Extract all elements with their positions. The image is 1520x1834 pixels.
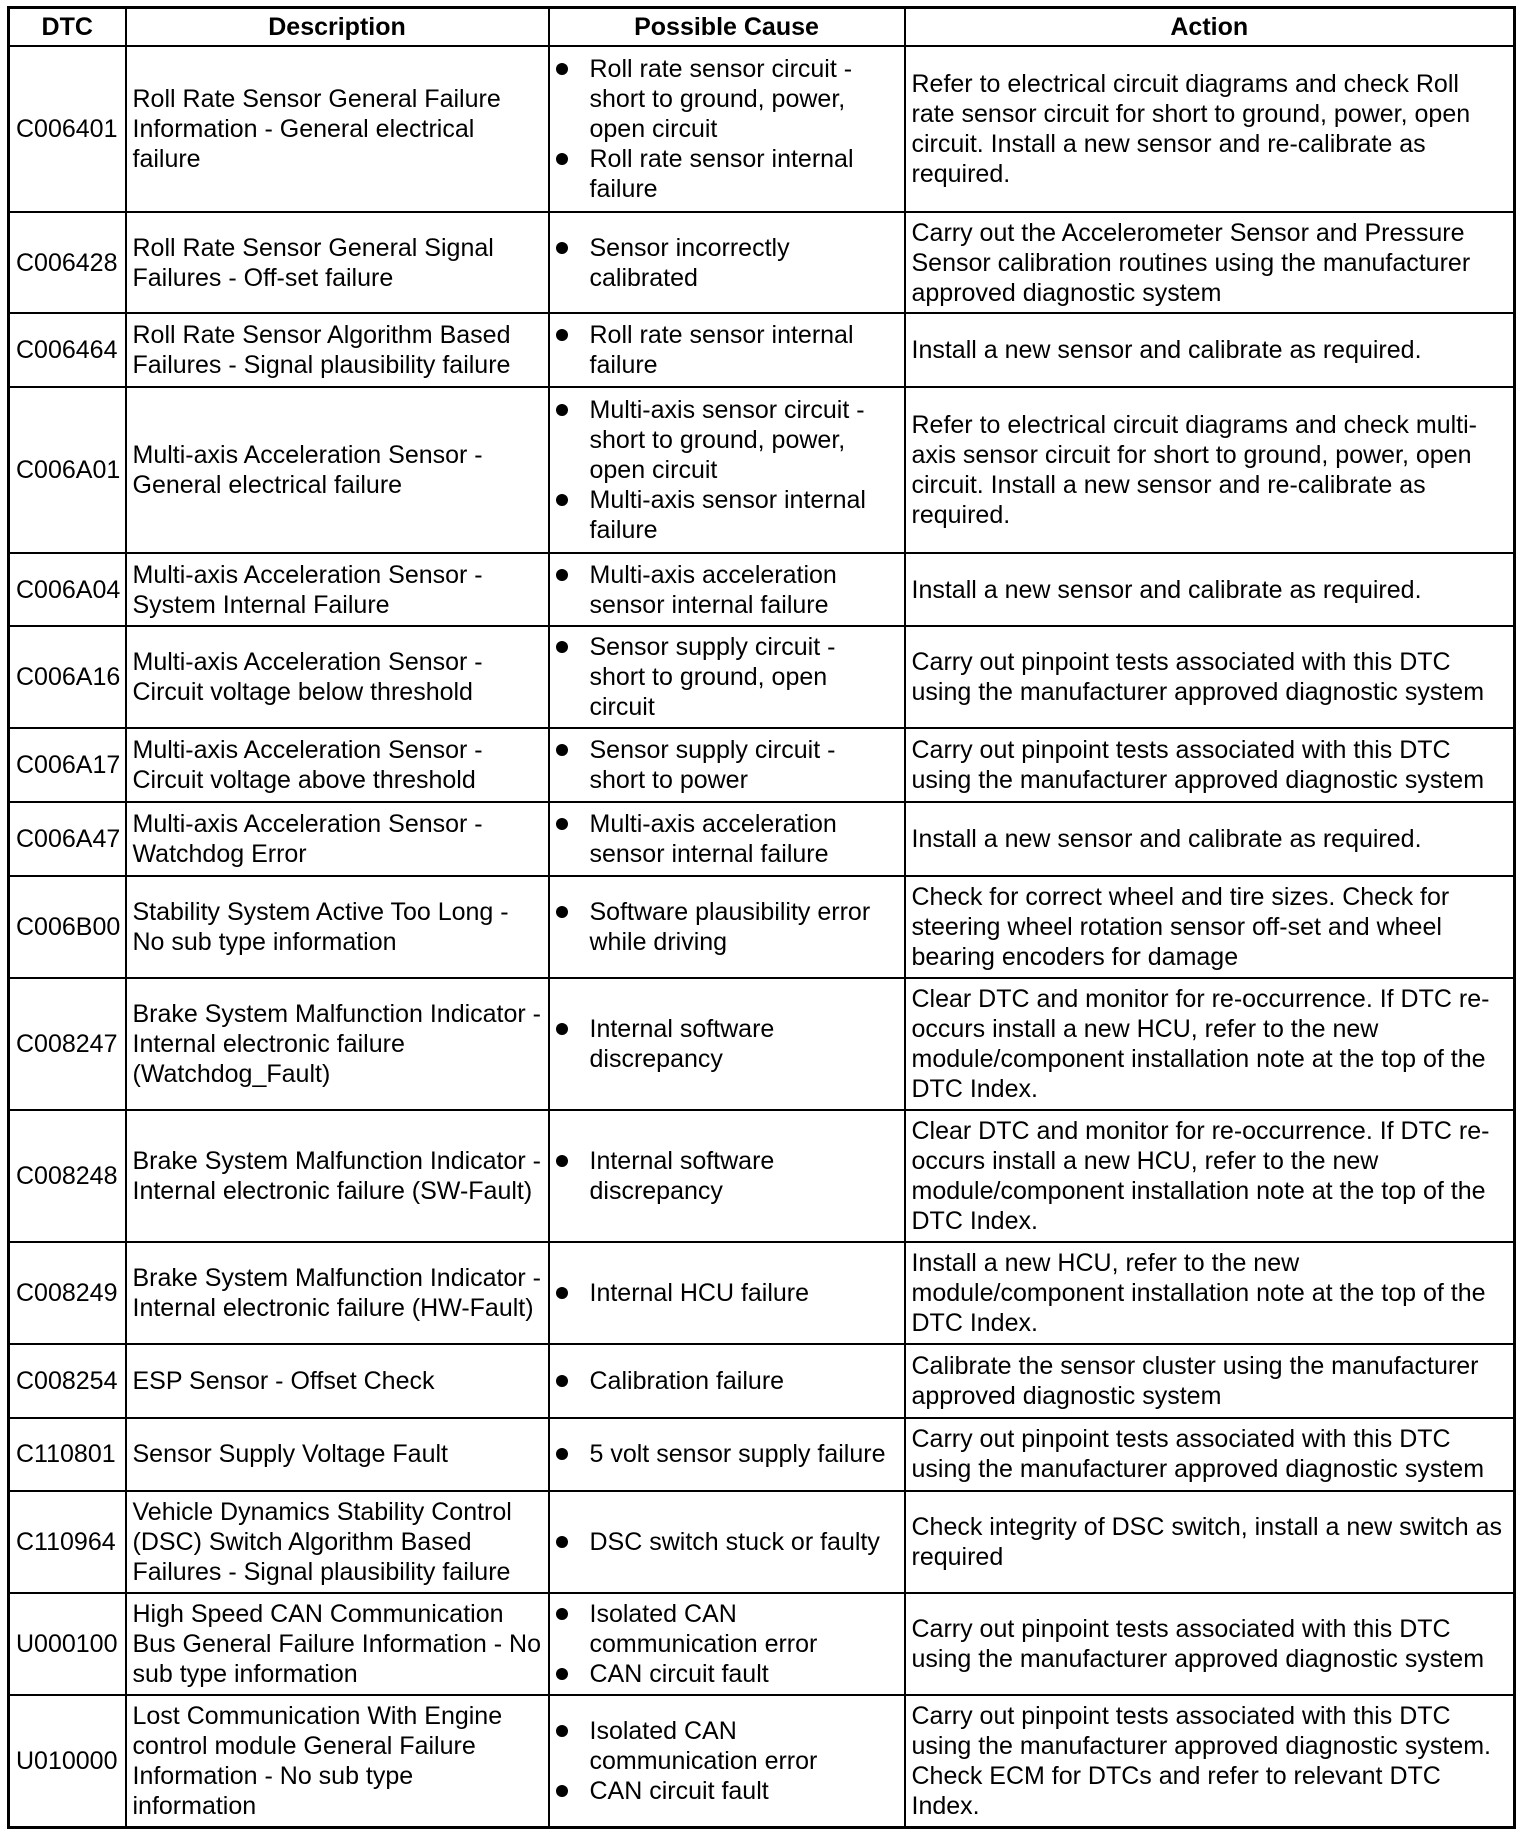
cause-list bbox=[556, 632, 898, 722]
dtc-code: C110964 bbox=[9, 1491, 126, 1593]
possible-cause-cell bbox=[549, 1593, 905, 1695]
possible-cause-cell bbox=[549, 387, 905, 553]
dtc-action: Carry out pinpoint tests associated with this DTC using the manufacturer approved diagnostic system bbox=[905, 728, 1515, 802]
cause-text: Sensor supply circuit - short to ground, open circuit bbox=[589, 633, 836, 722]
table-body bbox=[9, 46, 1515, 1828]
dtc-action: Check integrity of DSC switch, install a new switch as required bbox=[905, 1491, 1515, 1593]
table-row bbox=[9, 1344, 1515, 1418]
possible-cause-cell bbox=[549, 46, 905, 212]
possible-cause-cell bbox=[549, 1695, 905, 1827]
dtc-code: C006428 bbox=[9, 212, 126, 314]
bullet-icon bbox=[556, 818, 568, 830]
dtc-action: Carry out pinpoint tests associated with this DTC using the manufacturer approved diagnostic system bbox=[905, 1593, 1515, 1695]
possible-cause-cell bbox=[549, 553, 905, 627]
table-row bbox=[9, 553, 1515, 627]
table-row bbox=[9, 876, 1515, 978]
dtc-code: C006A04 bbox=[9, 553, 126, 627]
possible-cause-cell bbox=[549, 1242, 905, 1344]
possible-cause-cell bbox=[549, 1491, 905, 1593]
bullet-icon bbox=[556, 906, 568, 918]
cause-item bbox=[556, 632, 898, 722]
dtc-description: Vehicle Dynamics Stability Control (DSC) Switch Algorithm Based Failures - Signal plausibility failure bbox=[126, 1491, 549, 1593]
dtc-description: Multi-axis Acceleration Sensor - Circuit voltage below threshold bbox=[126, 626, 549, 728]
cause-text: Multi-axis sensor circuit - short to ground, power, open circuit bbox=[589, 395, 865, 484]
possible-cause-cell bbox=[549, 1110, 905, 1242]
dtc-description: Brake System Malfunction Indicator - Internal electronic failure (SW-Fault) bbox=[126, 1110, 549, 1242]
cause-item bbox=[556, 1527, 898, 1557]
dtc-description: Stability System Active Too Long - No sub type information bbox=[126, 876, 549, 978]
cause-list bbox=[556, 54, 898, 204]
table-row bbox=[9, 802, 1515, 876]
dtc-description: Multi-axis Acceleration Sensor - System Internal Failure bbox=[126, 553, 549, 627]
dtc-description: Multi-axis Acceleration Sensor - General electrical failure bbox=[126, 387, 549, 553]
cause-text: CAN circuit fault bbox=[589, 1777, 769, 1806]
dtc-action: Carry out the Accelerometer Sensor and Pressure Sensor calibration routines using the manufacturer approved diagnostic system bbox=[905, 212, 1515, 314]
cause-list bbox=[556, 560, 898, 620]
bullet-icon bbox=[556, 641, 568, 653]
cause-item bbox=[556, 897, 898, 957]
bullet-icon bbox=[556, 153, 568, 165]
dtc-code: C006A16 bbox=[9, 626, 126, 728]
dtc-action: Carry out pinpoint tests associated with this DTC using the manufacturer approved diagnostic system bbox=[905, 1418, 1515, 1492]
possible-cause-cell bbox=[549, 876, 905, 978]
cause-item bbox=[556, 1146, 898, 1206]
bullet-icon bbox=[556, 1536, 568, 1548]
cause-text: CAN circuit fault bbox=[589, 1660, 769, 1689]
dtc-action: Clear DTC and monitor for re-occurrence. If DTC re-occurs install a new HCU, refer to the new module/component installation note at the top of the DTC Index. bbox=[905, 978, 1515, 1110]
cause-text: Calibration failure bbox=[589, 1366, 785, 1395]
table-row bbox=[9, 212, 1515, 314]
cause-item bbox=[556, 395, 898, 485]
cause-list bbox=[556, 809, 898, 869]
bullet-icon bbox=[556, 329, 568, 341]
dtc-code: C008248 bbox=[9, 1110, 126, 1242]
cause-text: Multi-axis acceleration sensor internal failure bbox=[589, 809, 837, 868]
cause-item bbox=[556, 1599, 898, 1659]
dtc-description: Multi-axis Acceleration Sensor - Watchdog Error bbox=[126, 802, 549, 876]
cause-text: Roll rate sensor internal failure bbox=[589, 144, 854, 203]
cause-item bbox=[556, 735, 898, 795]
header-possible-cause: Possible Cause bbox=[549, 8, 905, 47]
bullet-icon bbox=[556, 63, 568, 75]
table-header-row bbox=[9, 8, 1515, 47]
cause-text: Multi-axis sensor internal failure bbox=[589, 485, 866, 544]
cause-text: Roll rate sensor internal failure bbox=[589, 321, 854, 380]
dtc-code: C006464 bbox=[9, 313, 126, 387]
cause-list bbox=[556, 233, 898, 293]
cause-list bbox=[556, 1716, 898, 1806]
header-action: Action bbox=[905, 8, 1515, 47]
dtc-description: ESP Sensor - Offset Check bbox=[126, 1344, 549, 1418]
dtc-action: Calibrate the sensor cluster using the manufacturer approved diagnostic system bbox=[905, 1344, 1515, 1418]
cause-text: DSC switch stuck or faulty bbox=[589, 1528, 880, 1557]
cause-item bbox=[556, 560, 898, 620]
cause-item bbox=[556, 54, 898, 144]
table-row bbox=[9, 1110, 1515, 1242]
dtc-code: C006B00 bbox=[9, 876, 126, 978]
dtc-action: Carry out pinpoint tests associated with this DTC using the manufacturer approved diagnostic system. Check ECM for DTCs and refer to relevant DTC Index. bbox=[905, 1695, 1515, 1827]
possible-cause-cell bbox=[549, 212, 905, 314]
cause-item bbox=[556, 320, 898, 380]
bullet-icon bbox=[556, 1448, 568, 1460]
cause-item bbox=[556, 485, 898, 545]
cause-list bbox=[556, 897, 898, 957]
dtc-action: Install a new sensor and calibrate as required. bbox=[905, 802, 1515, 876]
dtc-code: C008247 bbox=[9, 978, 126, 1110]
bullet-icon bbox=[556, 1725, 568, 1737]
table-row bbox=[9, 978, 1515, 1110]
dtc-description: Brake System Malfunction Indicator - Internal electronic failure (HW-Fault) bbox=[126, 1242, 549, 1344]
table-row bbox=[9, 728, 1515, 802]
cause-item bbox=[556, 1366, 898, 1396]
dtc-code: U010000 bbox=[9, 1695, 126, 1827]
cause-text: Isolated CAN communication error bbox=[589, 1600, 818, 1659]
table-row bbox=[9, 313, 1515, 387]
dtc-action: Check for correct wheel and tire sizes. Check for steering wheel rotation sensor off-set and wheel bearing encoders for damage bbox=[905, 876, 1515, 978]
possible-cause-cell bbox=[549, 313, 905, 387]
table-row bbox=[9, 1242, 1515, 1344]
cause-text: Software plausibility error while driving bbox=[589, 897, 871, 956]
bullet-icon bbox=[556, 1785, 568, 1797]
cause-text: Internal software discrepancy bbox=[589, 1014, 775, 1073]
dtc-code: C006A17 bbox=[9, 728, 126, 802]
dtc-code: C006A47 bbox=[9, 802, 126, 876]
dtc-description: Lost Communication With Engine control module General Failure Information - No sub type information bbox=[126, 1695, 549, 1827]
possible-cause-cell bbox=[549, 1344, 905, 1418]
cause-list bbox=[556, 1527, 898, 1557]
dtc-code: U000100 bbox=[9, 1593, 126, 1695]
dtc-description: Sensor Supply Voltage Fault bbox=[126, 1418, 549, 1492]
cause-text: Sensor incorrectly calibrated bbox=[589, 233, 790, 292]
bullet-icon bbox=[556, 1608, 568, 1620]
cause-item bbox=[556, 1659, 898, 1689]
dtc-code: C008254 bbox=[9, 1344, 126, 1418]
dtc-description: Multi-axis Acceleration Sensor - Circuit voltage above threshold bbox=[126, 728, 549, 802]
bullet-icon bbox=[556, 1155, 568, 1167]
dtc-action: Install a new HCU, refer to the new module/component installation note at the top of the DTC Index. bbox=[905, 1242, 1515, 1344]
cause-list bbox=[556, 320, 898, 380]
table-row bbox=[9, 1418, 1515, 1492]
dtc-action: Install a new sensor and calibrate as required. bbox=[905, 313, 1515, 387]
dtc-action: Refer to electrical circuit diagrams and check Roll rate sensor circuit for short to ground, power, open circuit. Install a new sensor and re-calibrate as required. bbox=[905, 46, 1515, 212]
cause-list bbox=[556, 1366, 898, 1396]
bullet-icon bbox=[556, 1375, 568, 1387]
bullet-icon bbox=[556, 1668, 568, 1680]
cause-text: Internal software discrepancy bbox=[589, 1146, 775, 1205]
possible-cause-cell bbox=[549, 626, 905, 728]
cause-item bbox=[556, 1014, 898, 1074]
cause-item bbox=[556, 809, 898, 869]
cause-text: Isolated CAN communication error bbox=[589, 1717, 818, 1776]
table-row bbox=[9, 626, 1515, 728]
cause-list bbox=[556, 1599, 898, 1689]
table-row bbox=[9, 1593, 1515, 1695]
table-row bbox=[9, 1695, 1515, 1827]
cause-text: Sensor supply circuit - short to power bbox=[589, 736, 836, 795]
table-row bbox=[9, 46, 1515, 212]
cause-list bbox=[556, 1146, 898, 1206]
header-description: Description bbox=[126, 8, 549, 47]
dtc-action: Carry out pinpoint tests associated with this DTC using the manufacturer approved diagnostic system bbox=[905, 626, 1515, 728]
dtc-action: Refer to electrical circuit diagrams and check multi-axis sensor circuit for short to ground, power, open circuit. Install a new sensor and re-calibrate as required. bbox=[905, 387, 1515, 553]
dtc-description: High Speed CAN Communication Bus General Failure Information - No sub type information bbox=[126, 1593, 549, 1695]
dtc-code: C008249 bbox=[9, 1242, 126, 1344]
table-row bbox=[9, 1491, 1515, 1593]
bullet-icon bbox=[556, 744, 568, 756]
table-row bbox=[9, 387, 1515, 553]
possible-cause-cell bbox=[549, 1418, 905, 1492]
cause-item bbox=[556, 144, 898, 204]
cause-list bbox=[556, 1014, 898, 1074]
dtc-description: Roll Rate Sensor General Failure Information - General electrical failure bbox=[126, 46, 549, 212]
cause-text: 5 volt sensor supply failure bbox=[589, 1440, 886, 1469]
bullet-icon bbox=[556, 569, 568, 581]
dtc-code: C110801 bbox=[9, 1418, 126, 1492]
bullet-icon bbox=[556, 1023, 568, 1035]
dtc-description: Roll Rate Sensor Algorithm Based Failures - Signal plausibility failure bbox=[126, 313, 549, 387]
cause-text: Roll rate sensor circuit - short to ground, power, open circuit bbox=[589, 54, 853, 143]
dtc-description: Roll Rate Sensor General Signal Failures - Off-set failure bbox=[126, 212, 549, 314]
bullet-icon bbox=[556, 404, 568, 416]
dtc-action: Install a new sensor and calibrate as required. bbox=[905, 553, 1515, 627]
dtc-table bbox=[7, 6, 1516, 1829]
possible-cause-cell bbox=[549, 728, 905, 802]
bullet-icon bbox=[556, 1287, 568, 1299]
bullet-icon bbox=[556, 242, 568, 254]
cause-list bbox=[556, 395, 898, 545]
cause-text: Internal HCU failure bbox=[589, 1278, 810, 1307]
cause-item bbox=[556, 1776, 898, 1806]
header-dtc: DTC bbox=[9, 8, 126, 47]
cause-item bbox=[556, 233, 898, 293]
dtc-action: Clear DTC and monitor for re-occurrence. If DTC re-occurs install a new HCU, refer to the new module/component installation note at the top of the DTC Index. bbox=[905, 1110, 1515, 1242]
cause-list bbox=[556, 735, 898, 795]
cause-item bbox=[556, 1278, 898, 1308]
dtc-code: C006A01 bbox=[9, 387, 126, 553]
cause-item bbox=[556, 1439, 898, 1469]
possible-cause-cell bbox=[549, 978, 905, 1110]
bullet-icon bbox=[556, 494, 568, 506]
cause-list bbox=[556, 1439, 898, 1469]
cause-list bbox=[556, 1278, 898, 1308]
cause-text: Multi-axis acceleration sensor internal failure bbox=[589, 560, 837, 619]
cause-item bbox=[556, 1716, 898, 1776]
dtc-description: Brake System Malfunction Indicator - Internal electronic failure (Watchdog_Fault) bbox=[126, 978, 549, 1110]
possible-cause-cell bbox=[549, 802, 905, 876]
dtc-code: C006401 bbox=[9, 46, 126, 212]
